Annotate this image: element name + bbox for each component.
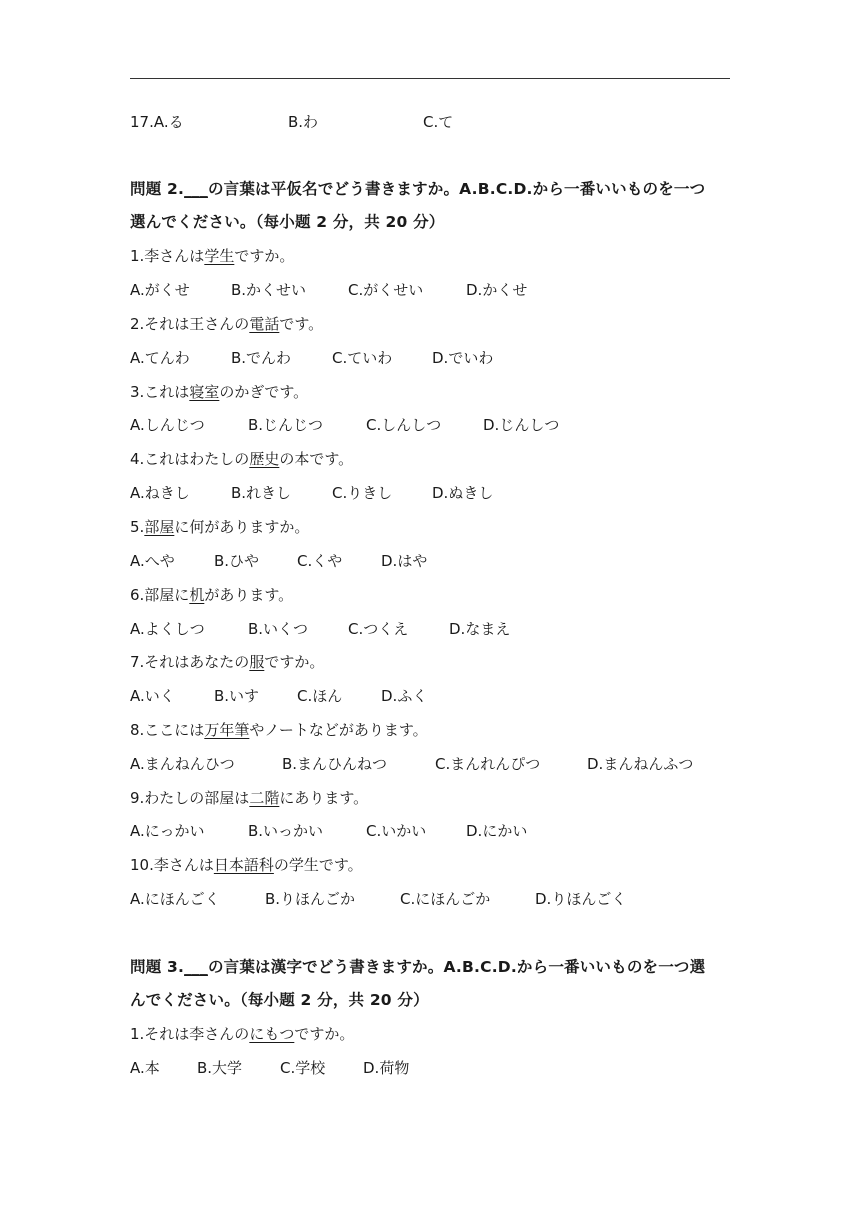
option-d: D.ふく [381, 687, 428, 705]
header-rule [130, 78, 730, 79]
option-c: C.りきし [332, 484, 393, 502]
question-text: 1.李さんは学生ですか。 [130, 247, 295, 265]
option-d: D.荷物 [363, 1059, 410, 1077]
question-text: 1.それは李さんのにもつですか。 [130, 1025, 355, 1043]
option-a: A.へや [130, 552, 175, 570]
option-d: D.りほんごく [535, 890, 627, 908]
option-a: A.いく [130, 687, 175, 705]
option-c: C.つくえ [348, 620, 409, 638]
option-b: B.りほんごか [265, 890, 356, 908]
question-text: 6.部屋に机があります。 [130, 586, 294, 604]
option-b: B.いくつ [248, 620, 309, 638]
section2-title-line2: 選んでください。（每小题 2 分，共 20 分） [130, 213, 445, 231]
option-a: A.しんじつ [130, 416, 205, 434]
q17-option-a: 17.A.る [130, 113, 184, 131]
option-b: B.じんじつ [248, 416, 324, 434]
q17-option-b: B.わ [288, 113, 319, 131]
option-b: B.れきし [231, 484, 292, 502]
option-c: C.がくせい [348, 281, 424, 299]
question-text: 3.これは寝室のかぎです。 [130, 383, 309, 401]
option-b: B.かくせい [231, 281, 307, 299]
question-text: 4.これはわたしの歴史の本です。 [130, 450, 354, 468]
option-c: C.学校 [280, 1059, 326, 1077]
option-b: B.大学 [197, 1059, 243, 1077]
option-a: A.がくせ [130, 281, 190, 299]
question-text: 10.李さんは日本語科の学生です。 [130, 856, 363, 874]
option-c: C.にほんごか [400, 890, 491, 908]
option-d: D.じんしつ [483, 416, 560, 434]
question-text: 2.それは王さんの電話です。 [130, 315, 324, 333]
q17-option-c: C.て [423, 113, 454, 131]
option-d: D.かくせ [466, 281, 528, 299]
option-d: D.でいわ [432, 349, 494, 367]
option-a: A.ねきし [130, 484, 190, 502]
option-b: B.まんひんねつ [282, 755, 388, 773]
option-a: A.本 [130, 1059, 160, 1077]
option-c: C.しんしつ [366, 416, 442, 434]
option-a: A.てんわ [130, 349, 190, 367]
question-text: 9.わたしの部屋は二階にあります。 [130, 789, 369, 807]
option-d: D.はや [381, 552, 428, 570]
option-a: A.にほんごく [130, 890, 220, 908]
option-a: A.まんねんひつ [130, 755, 235, 773]
option-d: D.なまえ [449, 620, 511, 638]
option-c: C.いかい [366, 822, 427, 840]
option-b: B.でんわ [231, 349, 292, 367]
option-d: D.ぬきし [432, 484, 494, 502]
section2-title-line1: 問題 2.___の言葉は平仮名でどう書きますか。A.B.C.D.から一番いいものを一つ [130, 180, 706, 198]
section3-title-line2: んでください。（每小题 2 分，共 20 分） [130, 991, 429, 1009]
option-c: C.まんれんぴつ [435, 755, 541, 773]
option-a: A.にっかい [130, 822, 205, 840]
option-c: C.ほん [297, 687, 343, 705]
option-b: B.ひや [214, 552, 260, 570]
option-b: B.いす [214, 687, 260, 705]
option-b: B.いっかい [248, 822, 324, 840]
option-c: C.ていわ [332, 349, 393, 367]
q17-options [130, 112, 730, 132]
question-text: 8.ここには万年筆やノートなどがあります。 [130, 721, 428, 739]
option-c: C.くや [297, 552, 343, 570]
question-text: 5.部屋に何がありますか。 [130, 518, 310, 536]
option-d: D.まんねんふつ [587, 755, 694, 773]
option-a: A.よくしつ [130, 620, 205, 638]
question-text: 7.それはあなたの服ですか。 [130, 653, 325, 671]
section3-title-line1: 問題 3.___の言葉は漢字でどう書きますか。A.B.C.D.から一番いいものを一つ選 [130, 958, 706, 976]
option-d: D.にかい [466, 822, 528, 840]
